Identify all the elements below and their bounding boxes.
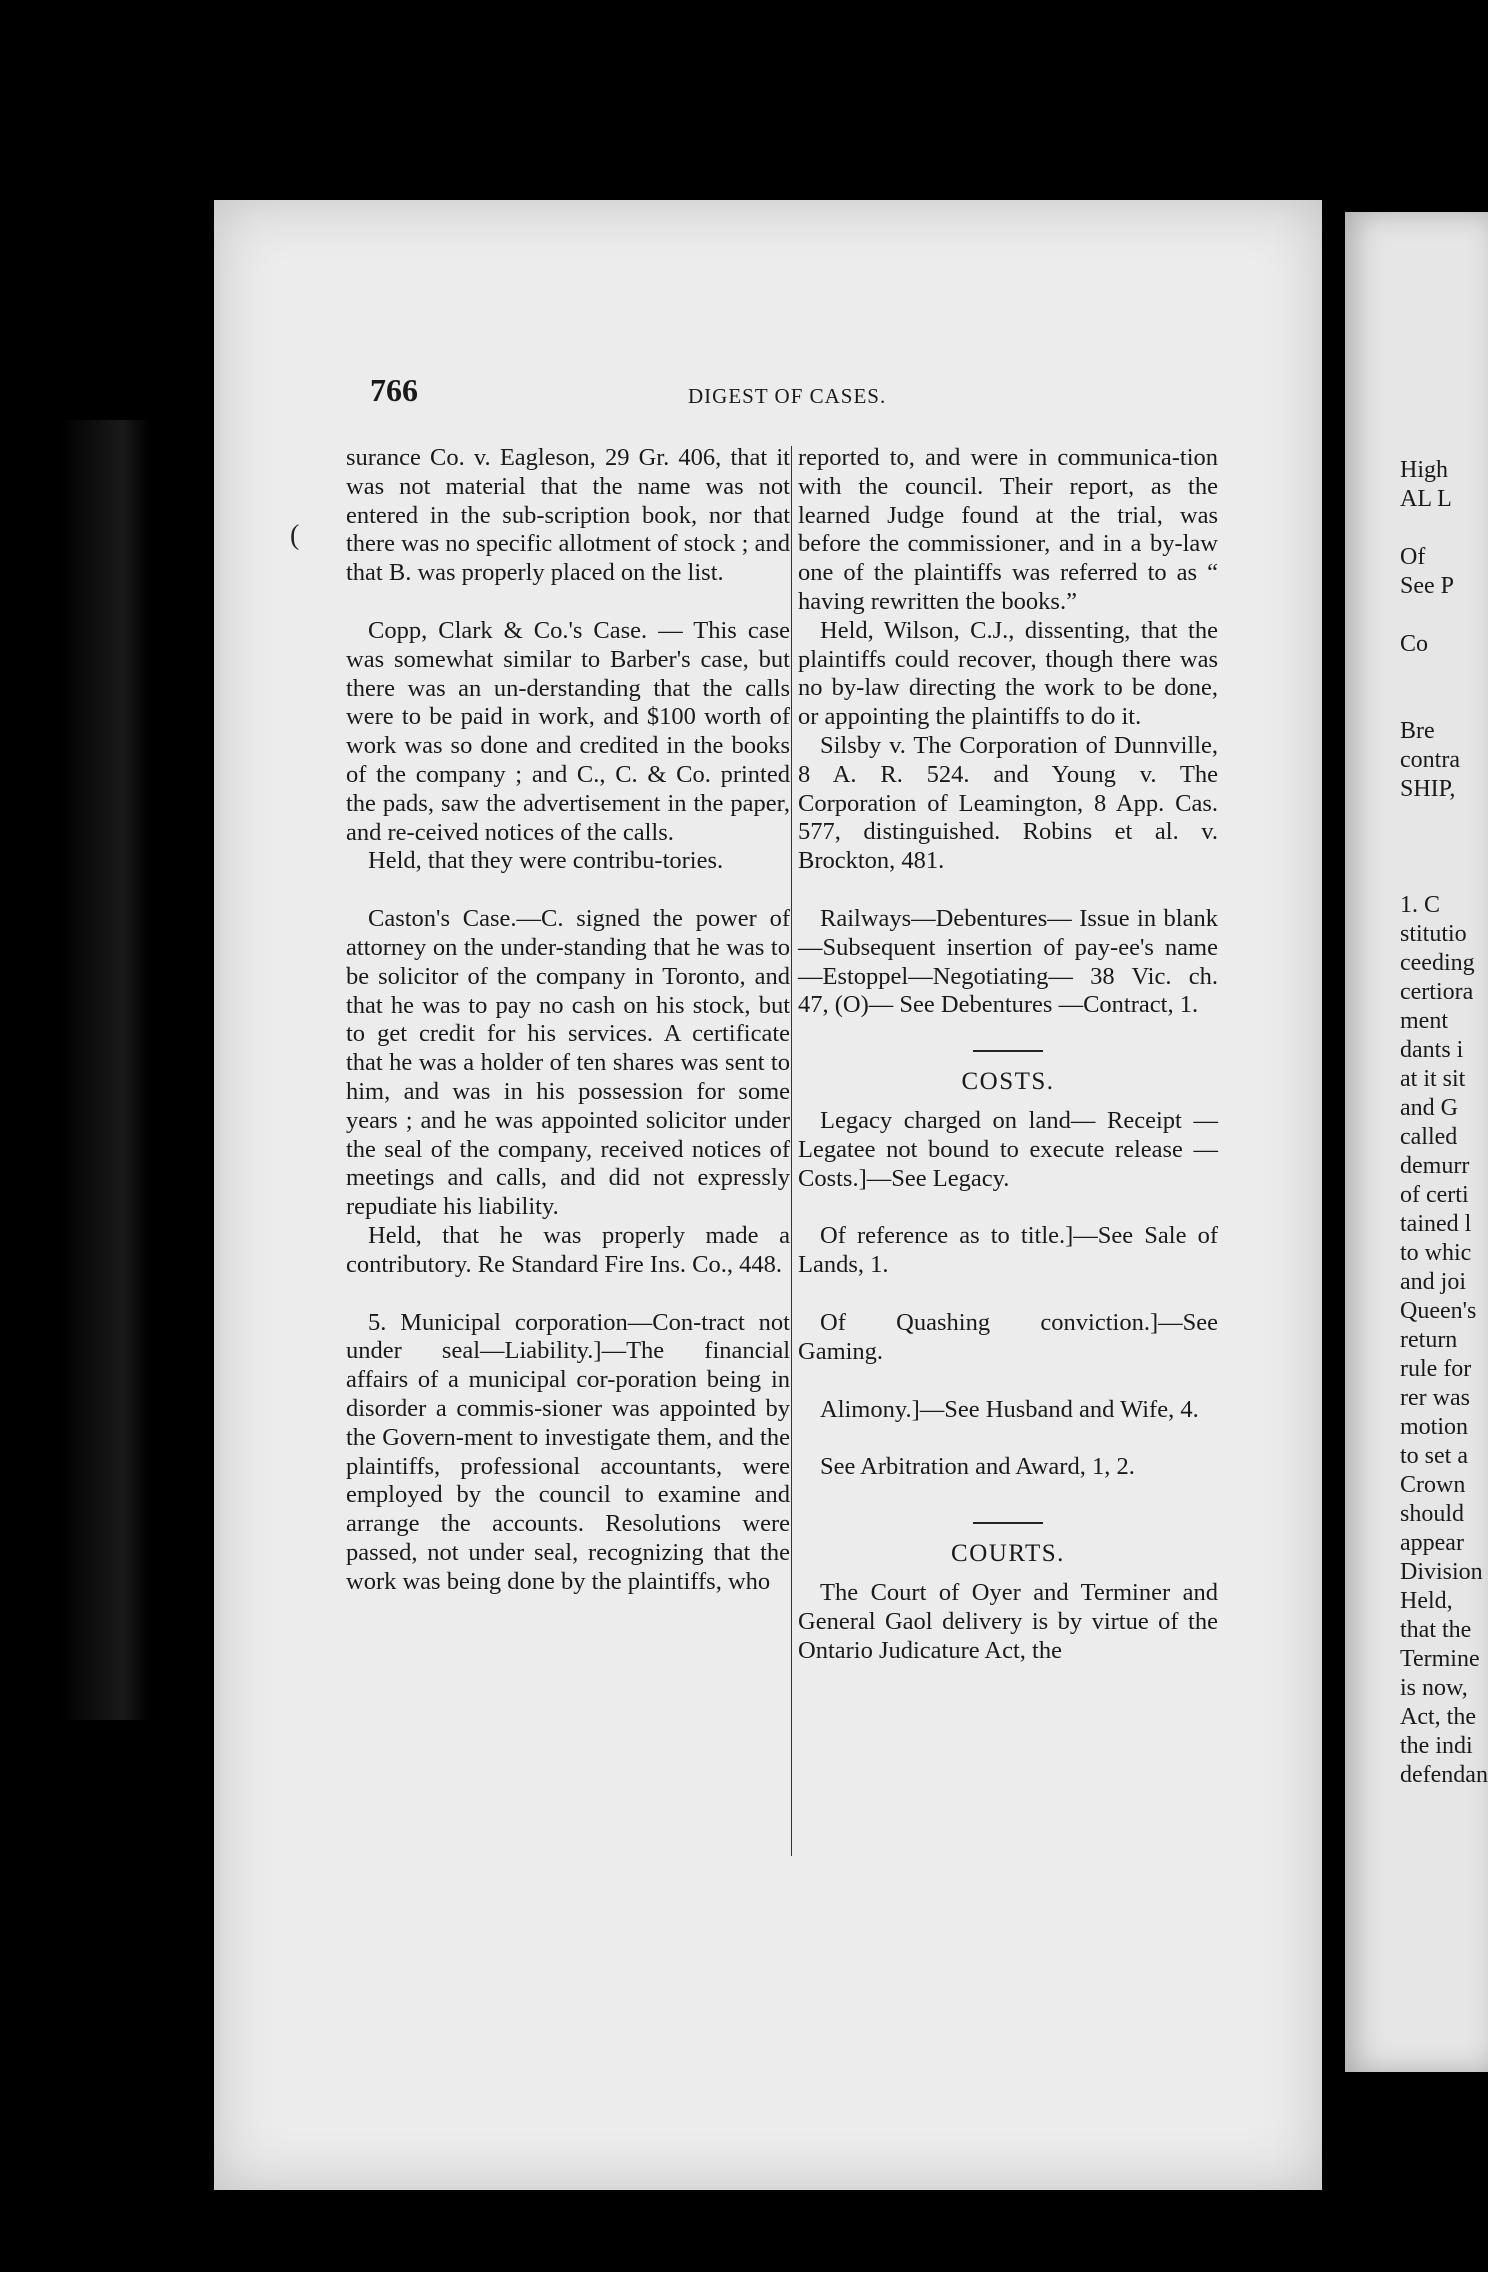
facing-page-fragment: return xyxy=(1400,1327,1458,1353)
facing-page-fragment: Bre xyxy=(1400,718,1435,744)
facing-page-fragment: certiora xyxy=(1400,979,1474,1005)
page-number: 766 xyxy=(370,372,418,408)
facing-page-fragment: ment xyxy=(1400,1008,1448,1034)
section-rule xyxy=(973,1522,1043,1524)
paragraph: The Court of Oyer and Terminer and General Gaol delivery is by virtue of the Ontario Judicature Act, the xyxy=(798,1578,1218,1664)
left-column xyxy=(346,444,790,1596)
paragraph: Held, Wilson, C.J., dissenting, that the plaintiffs could recover, though there was no by-law directing the work to be done, or appointing the plaintiffs to do it. xyxy=(798,616,1218,731)
paragraph: Held, that they were contribu-tories. xyxy=(368,847,724,875)
facing-page-fragment: rer was xyxy=(1400,1385,1470,1411)
facing-page-fragment: SHIP, xyxy=(1400,776,1456,802)
section-rule xyxy=(973,1050,1043,1052)
facing-page-fragment: AL L xyxy=(1400,486,1452,512)
facing-page-fragment: 1. C xyxy=(1400,892,1441,918)
paragraph: Legacy charged on land— Receipt —Legatee not bound to execute release —Costs.]—See Legacy. xyxy=(798,1106,1218,1192)
facing-page-fragment: and G xyxy=(1400,1095,1458,1121)
section-heading-costs: COSTS. xyxy=(961,1068,1055,1096)
paragraph: Copp, Clark & Co.'s Case. — This case was somewhat similar to Barber's case, but there was an un-derstanding that the calls were to be paid in work, and $100 worth of work was so done and credited in the books of the company ; and C., C. & Co. printed the pads, saw the advertisement in the paper, and re-ceived notices of the calls. xyxy=(346,616,790,846)
facing-page-fragment: at it sit xyxy=(1400,1066,1466,1092)
right-column xyxy=(798,444,1218,1665)
facing-page-fragment: contra xyxy=(1400,747,1460,773)
facing-page-fragment: Division xyxy=(1400,1559,1483,1585)
facing-page-fragment: is now, xyxy=(1400,1675,1468,1701)
facing-page-fragment: should xyxy=(1400,1501,1465,1527)
paragraph: Caston's Case.—C. signed the power of attorney on the under-standing that he was to be solicitor of the company in Toronto, and that he was to pay no cash on his stock, but to get credit for his services. A certificate that he was a holder of ten shares was sent to him, and was in his possession for some years ; and he was appointed solicitor under the seal of the company, received notices of meetings and calls, and did not expressly repudiate his liability. xyxy=(346,905,790,1221)
facing-page-fragment: rule for xyxy=(1400,1356,1472,1382)
paragraph: surance Co. v. Eagleson, 29 Gr. 406, that it was not material that the name was not entered in the sub-scription book, nor that there was no specific allotment of stock ; and that B. was properly placed on the list. xyxy=(346,444,790,587)
margin-pencil-mark: ( xyxy=(290,520,300,551)
facing-page-fragment: and joi xyxy=(1400,1269,1466,1295)
facing-page-fragment: stitutio xyxy=(1400,921,1467,947)
paragraph: Alimony.]—See Husband and Wife, 4. xyxy=(820,1395,1199,1423)
facing-page-fragment: motion xyxy=(1400,1414,1469,1440)
facing-page-fragment: that the xyxy=(1400,1617,1472,1643)
facing-page-fragment: Act, the xyxy=(1400,1704,1476,1730)
paragraph: Railways—Debentures— Issue in blank—Subsequent insertion of pay-ee's name—Estoppel—Negotiating— 38 Vic. ch. 47, (O)— See Debentures —Contract, 1. xyxy=(798,904,1218,1019)
facing-page-fragment: Of xyxy=(1400,544,1426,570)
paragraph: See Arbitration and Award, 1, 2. xyxy=(820,1453,1135,1481)
facing-page-fragment: ceeding xyxy=(1400,950,1475,976)
facing-page-fragment: Held, xyxy=(1400,1588,1453,1614)
paragraph: Held, that he was properly made a contributory. Re Standard Fire Ins. Co., 448. xyxy=(346,1221,790,1278)
facing-page-fragment: High xyxy=(1400,457,1448,483)
facing-page-fragment: demurr xyxy=(1400,1153,1470,1179)
paragraph: Silsby v. The Corporation of Dunnville, 8 A. R. 524. and Young v. The Corporation of Leamington, 8 App. Cas. 577, distinguished. Robins et al. v. Brockton, 481. xyxy=(798,731,1218,875)
facing-page-fragment: Crown xyxy=(1400,1472,1466,1498)
paragraph: 5. Municipal corporation—Con-tract not under seal—Liability.]—The financial affairs of a municipal cor-poration being in disorder a commis-sioner was appointed by the Govern-ment to investigate them, and the plaintiffs, professional accountants, were employed by the council to examine and arrange the accounts. Resolutions were passed, not under seal, recognizing that the work was being done by the plaintiffs, who xyxy=(346,1308,790,1595)
facing-page-fragment: of certi xyxy=(1400,1182,1469,1208)
facing-page-fragment: defendan xyxy=(1400,1762,1488,1788)
facing-page-fragment: the indi xyxy=(1400,1733,1473,1759)
book-spine-shadow xyxy=(60,420,150,1720)
section-heading-courts: COURTS. xyxy=(951,1540,1065,1568)
facing-page-fragment: appear xyxy=(1400,1530,1464,1556)
paragraph: reported to, and were in communica-tion with the council. Their report, as the learned Judge found at the trial, was before the commissioner, and in a by-law one of the plaintiffs was referred to as “ having rewritten the books.” xyxy=(798,444,1218,615)
facing-page-fragment: tained l xyxy=(1400,1211,1472,1237)
facing-page-fragment: to set a xyxy=(1400,1443,1468,1469)
paragraph: Of reference as to title.]—See Sale of Lands, 1. xyxy=(798,1222,1218,1279)
facing-page-fragment: dants i xyxy=(1400,1037,1464,1063)
facing-page-fragment: Queen's xyxy=(1400,1298,1477,1324)
facing-page-fragment: See P xyxy=(1400,573,1454,599)
paragraph: Of Quashing conviction.]—See Gaming. xyxy=(798,1308,1218,1365)
facing-page-fragment: to whic xyxy=(1400,1240,1472,1266)
column-divider xyxy=(791,446,792,1856)
facing-page-fragment: Co xyxy=(1400,631,1429,657)
facing-page-fragment: called xyxy=(1400,1124,1458,1150)
running-header: DIGEST OF CASES. xyxy=(688,384,887,408)
facing-page-fragment: Termine xyxy=(1400,1646,1480,1672)
